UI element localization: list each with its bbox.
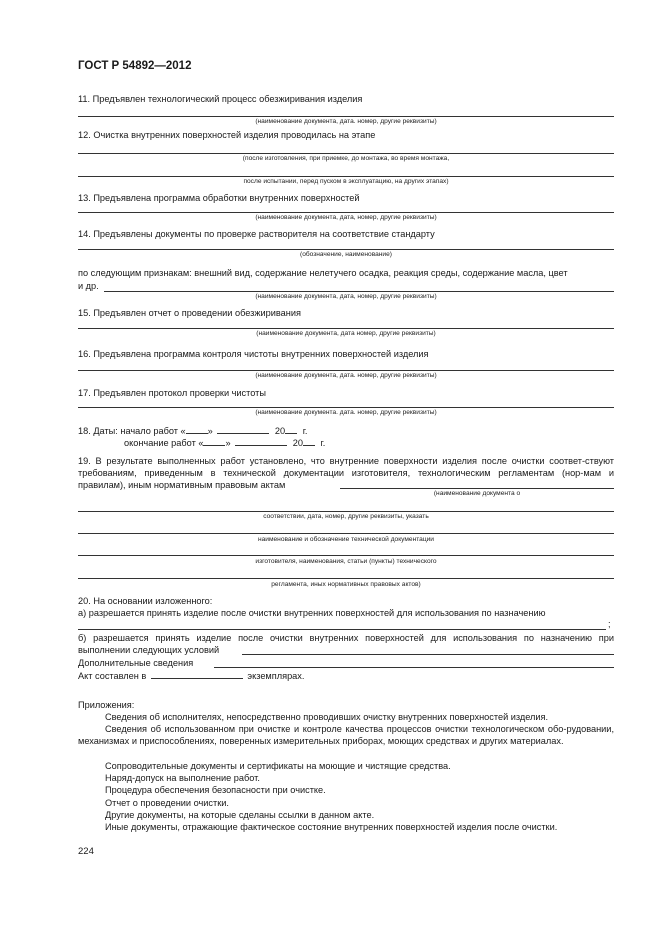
- item-11: 11. Предъявлен технологический процесс обезжиривания изделия: [78, 94, 363, 104]
- item-17: 17. Предъявлен протокол проверки чистоты: [78, 388, 266, 398]
- fill-line: [78, 533, 614, 534]
- fill-line: [78, 578, 614, 579]
- fill-line: [78, 212, 614, 213]
- caption-16: (наименование документа, дата. номер, другие реквизиты): [255, 372, 437, 379]
- item-13: 13. Предъявлена программа обработки внутренних поверхностей: [78, 193, 360, 203]
- appendix-line: Иные документы, отражающие фактическое состояние внутренних поверхностей изделия после очистки.: [105, 822, 558, 832]
- appendix-line: Другие документы, на которые сделаны ссылки в данном акте.: [105, 810, 375, 820]
- caption-14a: (обозначение, наименование): [300, 251, 392, 258]
- fill-line: [78, 116, 614, 117]
- page-header: ГОСТ Р 54892—2012: [78, 60, 192, 72]
- fill-line: [78, 176, 614, 177]
- item-14: 14. Предъявлены документы по проверке растворителя на соответствие стандарту: [78, 229, 435, 239]
- fill-line: [340, 488, 614, 489]
- appendix-line: Отчет о проведении очистки.: [105, 798, 229, 808]
- page-number: 224: [78, 846, 94, 857]
- caption-15: (наименование документа, дата номер, другие реквизиты): [256, 330, 436, 337]
- caption-17: (наименование документа. дата. номер, другие реквизиты): [255, 409, 437, 416]
- caption-19b: соответствии, дата, номер, другие реквизиты, указать: [263, 513, 429, 520]
- fill-line: [78, 370, 614, 371]
- appendix-line: Сведения об использованном при очистке и контроле качества процессов очистки технологическом обо-рудовании, механизмах и приспособлениях, поверенных измерительных приборах, моющих средствах и других материалах.: [78, 724, 614, 746]
- caption-19d: изготовителя, наименования, статьи (пункты) технического: [255, 558, 437, 565]
- item-18-end: окончание работ « » 20 г.: [124, 438, 326, 448]
- appendix-line: Наряд-допуск на выполнение работ.: [105, 773, 260, 783]
- fill-line: [78, 555, 614, 556]
- act-copies: Акт составлен в экземплярах.: [78, 671, 305, 681]
- item-18-start: 18. Даты: начало работ « » 20 г.: [78, 426, 308, 436]
- item-15: 15. Предъявлен отчет о проведении обезжиривания: [78, 308, 301, 318]
- fill-line: [104, 291, 614, 292]
- caption-14b: (наименование документа, дата, номер, другие реквизиты): [255, 293, 437, 300]
- item-14b: по следующим признакам: внешний вид, содержание нелетучего осадка, реакция среды, содержание масла, цвет: [78, 268, 568, 278]
- caption-13: (наименование документа, дата, номер, другие реквизиты): [255, 214, 437, 221]
- item-16: 16. Предъявлена программа контроля чистоты внутренних поверхностей изделия: [78, 349, 429, 359]
- fill-line: [78, 249, 614, 250]
- item-14c: и др.: [78, 281, 99, 291]
- appendix-line: Сопроводительные документы и сертификаты на моющие и чистящие средства.: [105, 761, 451, 771]
- fill-line: [78, 407, 614, 408]
- caption-19a: (наименование документа о: [433, 490, 521, 497]
- caption-19c: наименование и обозначение технической документации: [257, 536, 434, 543]
- fill-line: [242, 654, 614, 655]
- extra-info: Дополнительные сведения: [78, 658, 194, 668]
- caption-12a: (после изготовления, при приемке, до монтажа, во время монтажа,: [242, 155, 450, 162]
- caption-19e: регламента, иных нормативных правовых актов): [271, 581, 421, 588]
- fill-line: [78, 153, 614, 154]
- item-19: 19. В результате выполненных работ установлено, что внутренние поверхности изделия после очистки соответ-ствуют требованиям, приведенным в технической документации изготовителя, технологическим регламентам (нор-мам и правилам), иным нормативным правовым актам: [78, 456, 614, 490]
- caption-11: (наименование документа, дата. номер, другие реквизиты): [255, 118, 437, 125]
- appendix-title: Приложения:: [78, 700, 135, 710]
- fill-line: [78, 629, 606, 630]
- item-20a: а) разрешается принять изделие после очистки внутренних поверхностей для использования по назначению: [78, 608, 546, 618]
- item-20: 20. На основании изложенного:: [78, 596, 213, 606]
- caption-12b: после испытании, перед пуском в эксплуатацию, на других этапах): [243, 178, 449, 185]
- appendix-line: Сведения об исполнителях, непосредственно проводивших очистку внутренних поверхностей изделия.: [105, 712, 549, 722]
- item-12: 12. Очистка внутренних поверхностей изделия проводилась на этапе: [78, 130, 376, 140]
- item-20b: б) разрешается принять изделие после очистки внутренних поверхностей для использования по назначению при выполнении следующих условий: [78, 633, 614, 655]
- appendix-line: Процедура обеспечения безопасности при очистке.: [105, 785, 326, 795]
- fill-line: [214, 667, 614, 668]
- fill-line: [78, 511, 614, 512]
- item-20a-end: ;: [608, 619, 611, 629]
- fill-line: [78, 328, 614, 329]
